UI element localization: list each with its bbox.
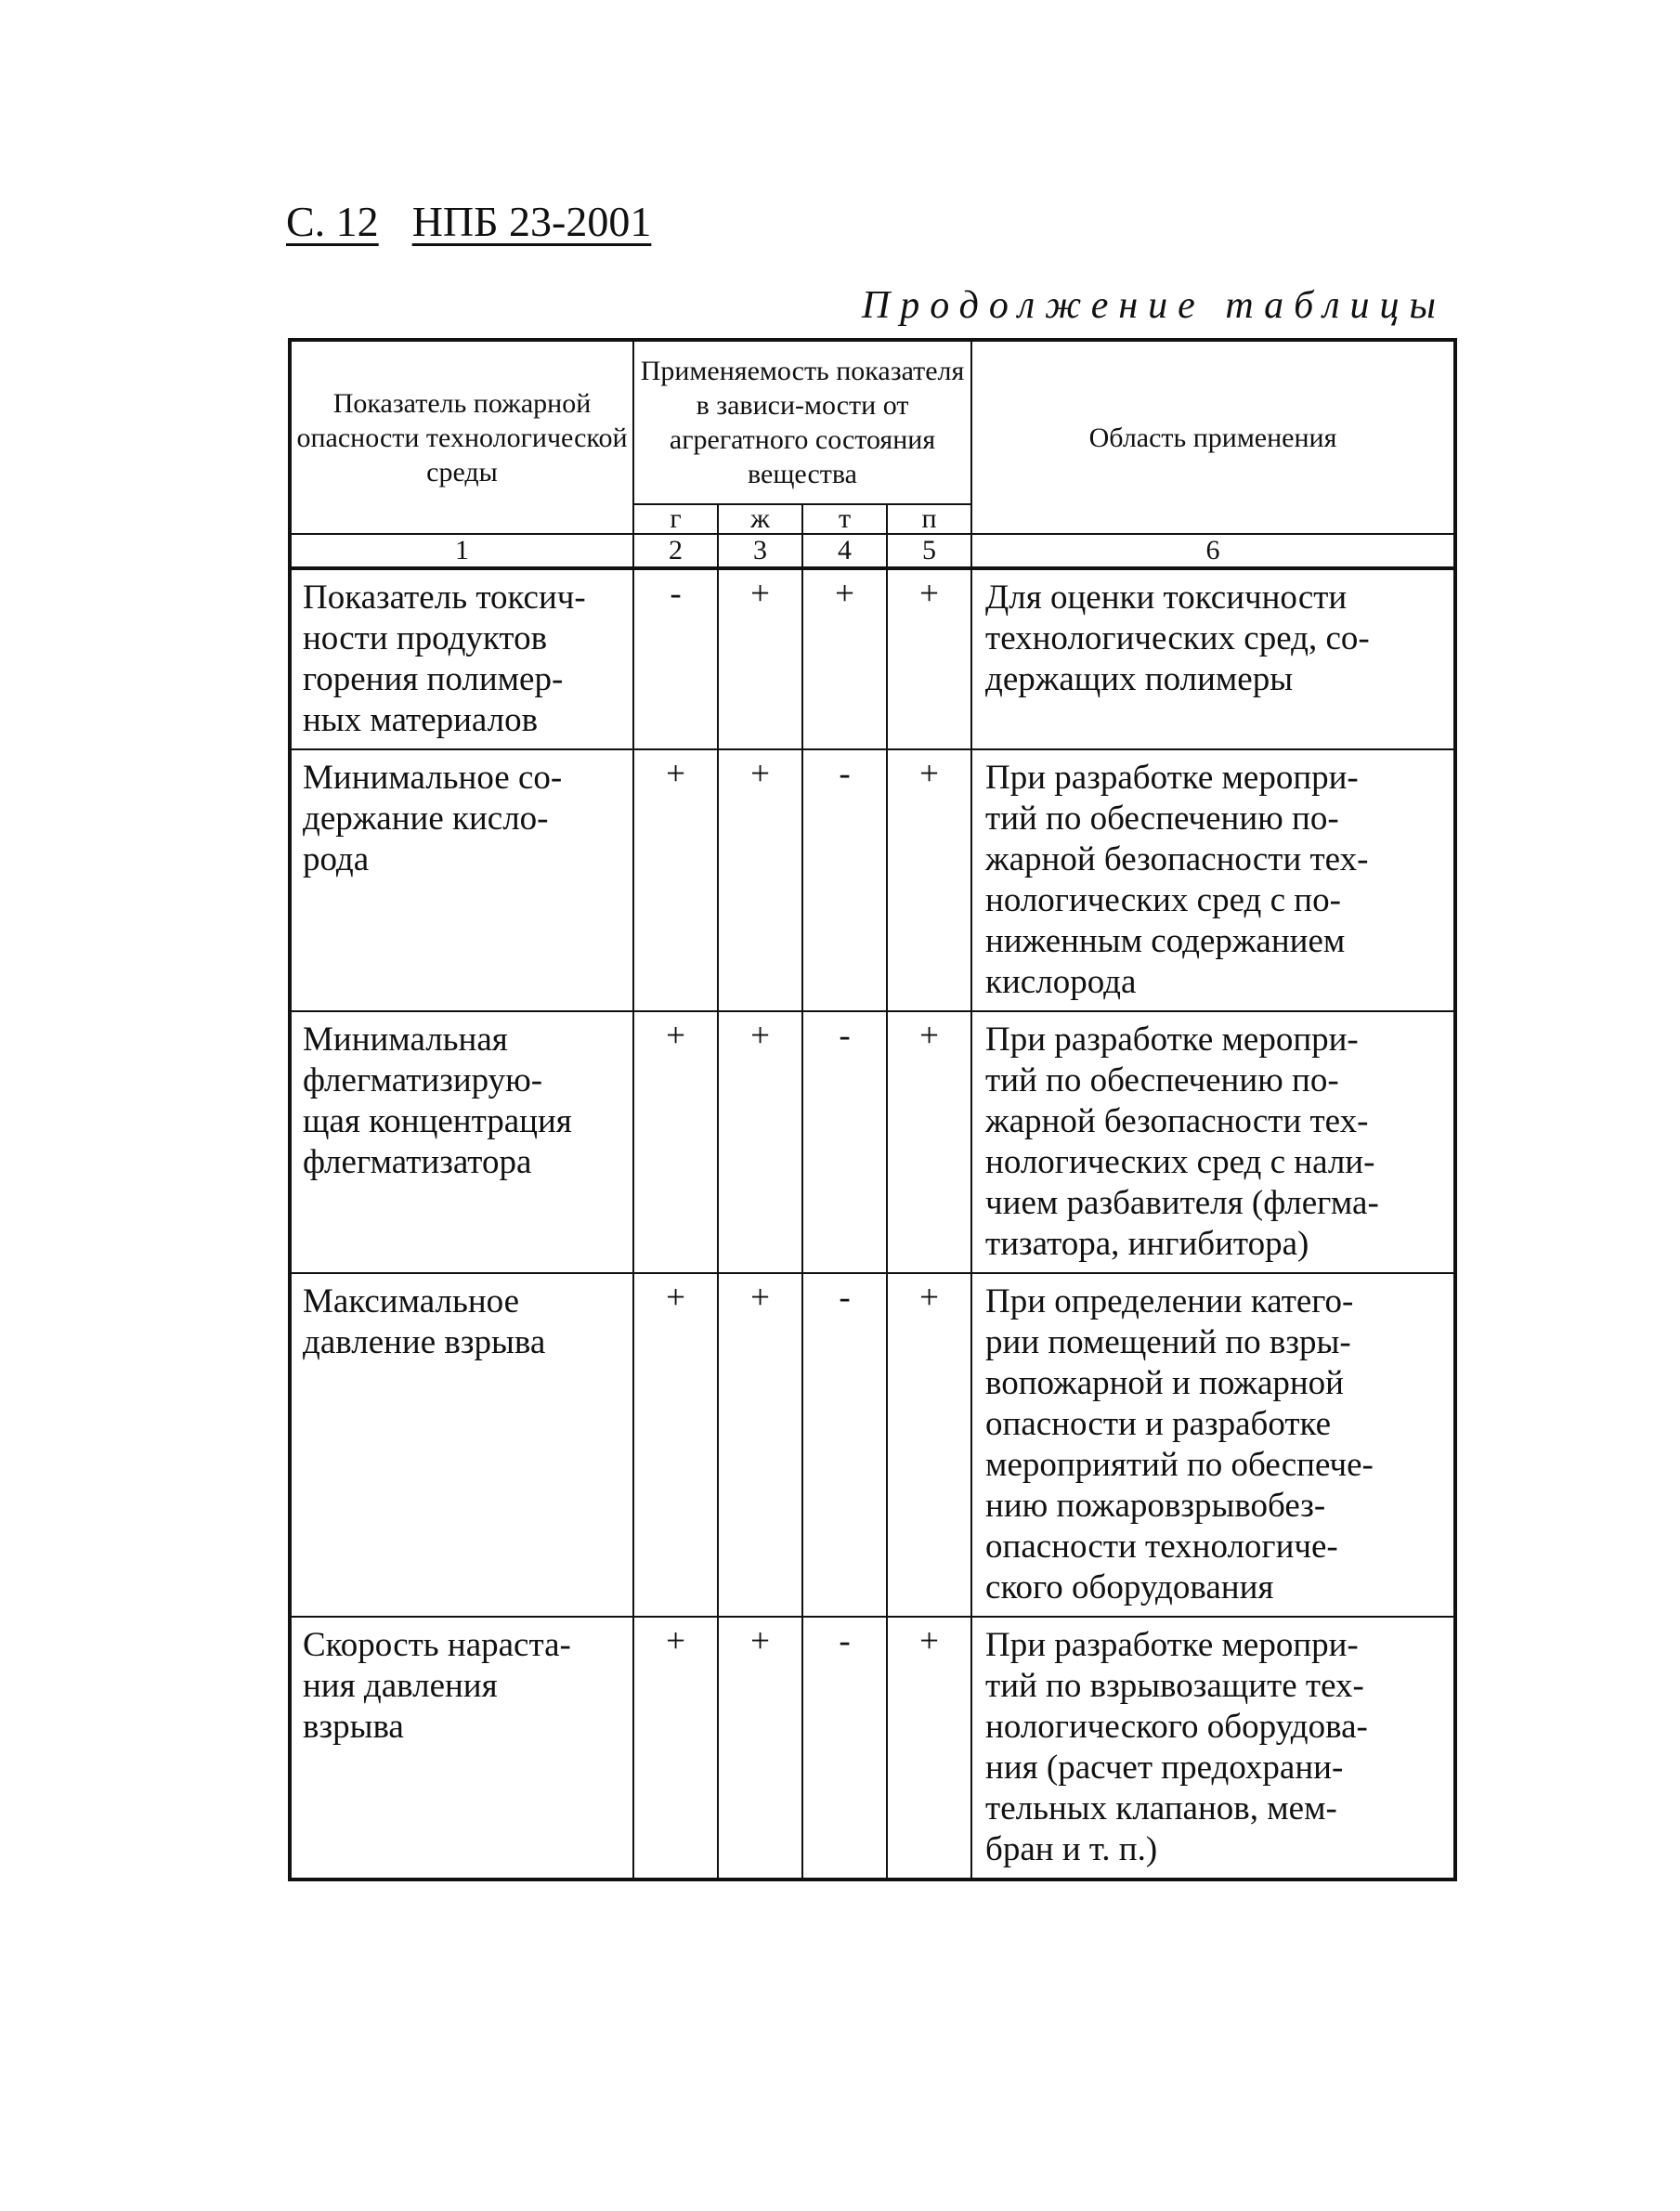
column-number: 1 (290, 534, 633, 568)
fire-hazard-indicators-table (288, 338, 1457, 1881)
applicability-gas: + (633, 1617, 718, 1879)
applicability-liquid: + (718, 749, 802, 1011)
scope-description: При разработке меропри- тий по взрывозащите тех- нологического оборудова- ния (расчет предохрани- тельных клапанов, мем- бран и т. п.) (971, 1617, 1455, 1879)
header-state-solid: т (802, 504, 887, 534)
document-code: НПБ 23-2001 (411, 198, 652, 245)
header-applicability: Применяемость показателя в зависи-мости от агрегатного состояния вещества (633, 340, 971, 504)
applicability-dust: + (887, 1617, 971, 1879)
applicability-gas: + (633, 1273, 718, 1617)
column-number: 5 (887, 534, 971, 568)
page-number: С. 12 (286, 198, 379, 245)
table-row (290, 1011, 1455, 1273)
header-state-liquid: ж (718, 504, 802, 534)
applicability-liquid: + (718, 568, 802, 749)
scope-description: При определении катего- рии помещений по взры- вопожарной и пожарной опасности и разработке мероприятий по обеспече- нию пожаровзрывобез- опасности технологиче- ского оборудования (971, 1273, 1455, 1617)
indicator-name: Минимальная флегматизирую- щая концентрация флегматизатора (290, 1011, 633, 1273)
applicability-dust: + (887, 749, 971, 1011)
page-header (286, 198, 652, 245)
scope-description: При разработке меропри- тий по обеспечению по- жарной безопасности тех- нологических сред с по- ниженным содержанием кислорода (971, 749, 1455, 1011)
applicability-solid: - (802, 1617, 887, 1879)
table-continuation-caption: Продолжение таблицы (861, 284, 1446, 327)
applicability-dust: + (887, 1273, 971, 1617)
indicator-name: Показатель токсич- ности продуктов горения полимер- ных материалов (290, 568, 633, 749)
applicability-solid: - (802, 1273, 887, 1617)
table-row (290, 749, 1455, 1011)
applicability-dust: + (887, 568, 971, 749)
applicability-gas: + (633, 1011, 718, 1273)
header-scope: Область применения (971, 340, 1455, 534)
table-row (290, 568, 1455, 749)
table-header (290, 340, 1455, 568)
applicability-liquid: + (718, 1273, 802, 1617)
header-state-gas: г (633, 504, 718, 534)
indicator-name: Скорость нараста- ния давления взрыва (290, 1617, 633, 1879)
applicability-dust: + (887, 1011, 971, 1273)
scope-description: При разработке меропри- тий по обеспечению по- жарной безопасности тех- нологических сред с нали- чием разбавителя (флегма- тизатора, ингибитора) (971, 1011, 1455, 1273)
applicability-liquid: + (718, 1011, 802, 1273)
column-number: 2 (633, 534, 718, 568)
column-number: 4 (802, 534, 887, 568)
applicability-gas: + (633, 749, 718, 1011)
applicability-solid: - (802, 749, 887, 1011)
column-number: 3 (718, 534, 802, 568)
applicability-solid: - (802, 1011, 887, 1273)
applicability-solid: + (802, 568, 887, 749)
table-row (290, 1617, 1455, 1879)
header-state-dust: п (887, 504, 971, 534)
header-indicator: Показатель пожарной опасности технологической среды (290, 340, 633, 534)
column-number: 6 (971, 534, 1455, 568)
applicability-liquid: + (718, 1617, 802, 1879)
scope-description: Для оценки токсичности технологических сред, со- держащих полимеры (971, 568, 1455, 749)
indicator-name: Максимальное давление взрыва (290, 1273, 633, 1617)
table-row (290, 1273, 1455, 1617)
applicability-gas: - (633, 568, 718, 749)
indicator-name: Минимальное со- держание кисло- рода (290, 749, 633, 1011)
